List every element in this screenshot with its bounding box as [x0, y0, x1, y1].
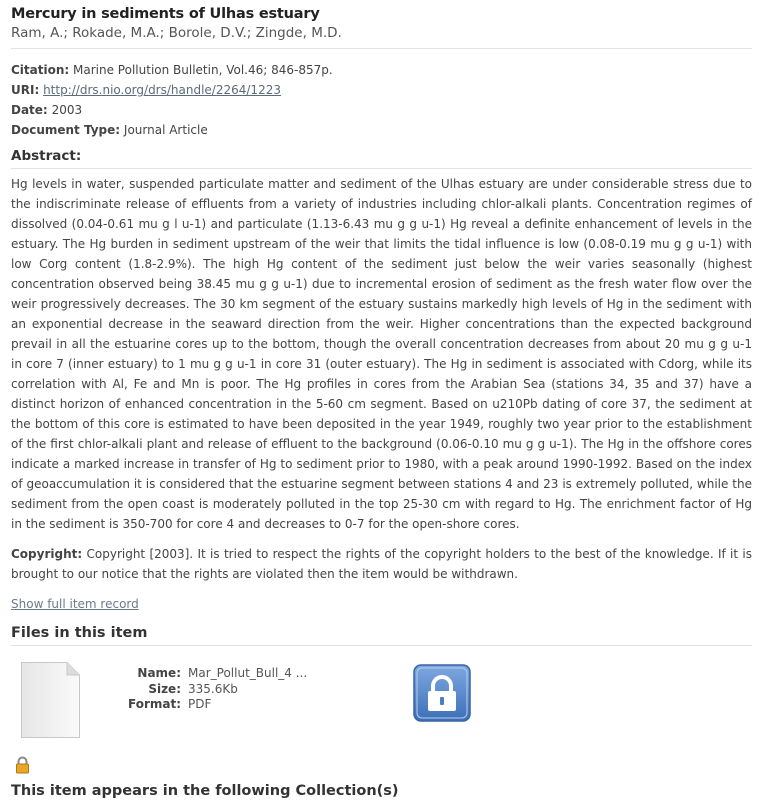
file-format-label: Format: — [127, 697, 181, 711]
abstract-heading: Abstract: — [11, 148, 82, 164]
uri-label: URI: — [11, 83, 40, 97]
citation-value: Marine Pollution Bulletin, Vol.46; 846-857p. — [73, 63, 333, 77]
file-size-label: Size: — [148, 681, 181, 696]
small-lock-icon — [15, 756, 30, 774]
file-details — [121, 666, 307, 713]
abstract-text: Hg levels in water, suspended particulate matter and sediment of the Ulhas estuary are under considerable stress due to the indiscriminate release of effluents from a variety of industries including chlor-alkali plants. Concentration regimes of dissolved (0.04-0.61 mu g l u-1) and particulate (1.13-6.43 mu g g u-1) Hg reveal a definite enhancement of levels in the estuary. The Hg burden in sediment upstream of the weir that limits the tidal influence is low (0.08-0.19 mu g g u-1) with low Corg content (1.8-2.9%). The high Hg content of the sediment just below the weir varies seasonally (highest concentration observed being 38.45 mu g g u-1) due to incremental erosion of sediment as the fresh water flow over the weir progressively decreases. The 30 km segment of the estuary sustains markedly high levels of Hg in the sediment with an exponential decrease in the seaward direction from the weir. Higher concentrations than the expected background prevail in all the estuarine cores up to the bottom, though the overall concentration decreases from about 20 mu g g u-1 in core 7 (inner estuary) to 1 mu g g u-1 in core 31 (outer estuary). The Hg in sediment is associated with Cdorg, while its correlation with Al, Fe and Mn is poor. The Hg profiles in cores from the Arabian Sea (stations 34, 35 and 37) have a distinct horizon of enhanced concentration in the 5-60 cm segment. Based on u210Pb dating of core 37, the sediment at the bottom of this core is estimated to have been deposited in the year 1949, roughly two year prior to the establishment of the first chlor-alkali plant and release of effluent to the background (0.06-0.10 mu g g u-1). The Hg in the offshore cores indicate a marked increase in transfer of Hg to sediment prior to 1980, with a peak around 1990-1992. Based on the index of geoaccumulation it is considered that the estuarine segment between stations 4 and 23 is extremely polluted, while the sediment from the open coast is moderately polluted in the top 25-30 cm with regard to Hg. The enrichment factor of Hg in the sediment is 350-700 for core 4 and decreases to 0-7 for the open-shore cores. — [11, 177, 752, 531]
show-full-record-link[interactable]: Show full item record — [11, 597, 139, 611]
doctype-row — [11, 120, 752, 140]
doctype-value: Journal Article — [123, 123, 208, 137]
divider — [11, 645, 752, 646]
uri-row — [11, 80, 752, 100]
copyright-block — [11, 544, 752, 584]
file-format-value: PDF — [188, 697, 212, 711]
date-label: Date: — [11, 103, 48, 117]
divider — [11, 168, 752, 169]
collections-heading: This item appears in the following Collection(s) — [11, 783, 399, 799]
copyright-label: Copyright: — [11, 547, 83, 561]
date-row — [11, 100, 752, 120]
file-name-label: Name: — [137, 666, 181, 680]
document-thumbnail-icon[interactable] — [21, 662, 80, 738]
date-value: 2003 — [51, 103, 83, 117]
metadata-block — [11, 60, 752, 140]
uri-link[interactable]: http://drs.nio.org/drs/handle/2264/1223 — [43, 83, 281, 97]
file-item — [11, 652, 752, 782]
citation-label: Citation: — [11, 63, 70, 77]
item-authors: Ram, A.; Rokade, M.A.; Borole, D.V.; Zingde, M.D. — [11, 25, 342, 41]
file-size-value: 335.6Kb — [188, 681, 238, 696]
restricted-access-lock-icon[interactable] — [413, 664, 471, 722]
divider — [11, 48, 752, 49]
files-heading: Files in this item — [11, 625, 148, 641]
citation-row — [11, 60, 752, 80]
file-name-value: Mar_Pollut_Bull_4 ... — [188, 666, 308, 680]
item-view — [11, 0, 752, 782]
item-title: Mercury in sediments of Ulhas estuary — [11, 6, 320, 22]
doctype-label: Document Type: — [11, 123, 121, 137]
copyright-text: Copyright [2003]. It is tried to respect the rights of the copyright holders to the best of the knowledge. If it is brought to our notice that the rights are violated then the item would be withdrawn. — [11, 547, 752, 581]
